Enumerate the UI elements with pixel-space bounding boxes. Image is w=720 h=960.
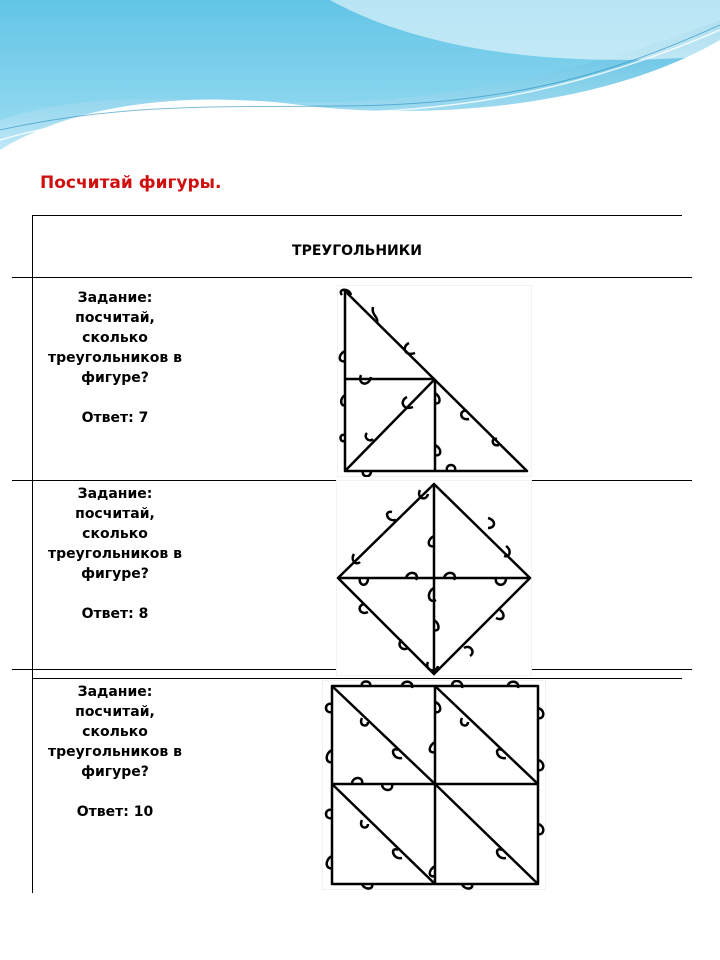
- table-top-border: [32, 215, 682, 216]
- task-line: треугольников в: [48, 350, 182, 366]
- table-header-divider: [12, 277, 692, 278]
- task-line: фигуре?: [81, 566, 149, 582]
- page-title: Посчитай фигуры.: [40, 173, 222, 193]
- task-text: [35, 682, 195, 822]
- task-line: Задание:: [77, 486, 153, 502]
- task-line: посчитай,: [75, 310, 155, 326]
- header-wave-decoration: [0, 0, 720, 160]
- task-line: сколько: [82, 526, 148, 542]
- right-triangle-puzzle-figure: [337, 285, 532, 477]
- task-line: треугольников в: [48, 744, 182, 760]
- task-line: фигуре?: [81, 370, 149, 386]
- table-left-border: [32, 215, 33, 893]
- square-grid-puzzle-figure: [322, 680, 546, 890]
- task-line: фигуре?: [81, 764, 149, 780]
- task-line: посчитай,: [75, 704, 155, 720]
- task-text: [35, 484, 195, 624]
- task-line: Задание:: [77, 290, 153, 306]
- column-header-triangles: ТРЕУГОЛЬНИКИ: [292, 243, 422, 259]
- task-line: сколько: [82, 724, 148, 740]
- task-line: треугольников в: [48, 546, 182, 562]
- answer-text: Ответ: 8: [81, 606, 149, 622]
- task-line: Задание:: [77, 684, 153, 700]
- table-row-divider: [32, 678, 682, 679]
- task-line: сколько: [82, 330, 148, 346]
- answer-text: Ответ: 7: [81, 410, 149, 426]
- rhombus-puzzle-figure: [336, 480, 532, 676]
- task-text: [35, 288, 195, 428]
- task-line: посчитай,: [75, 506, 155, 522]
- answer-text: Ответ: 10: [76, 804, 154, 820]
